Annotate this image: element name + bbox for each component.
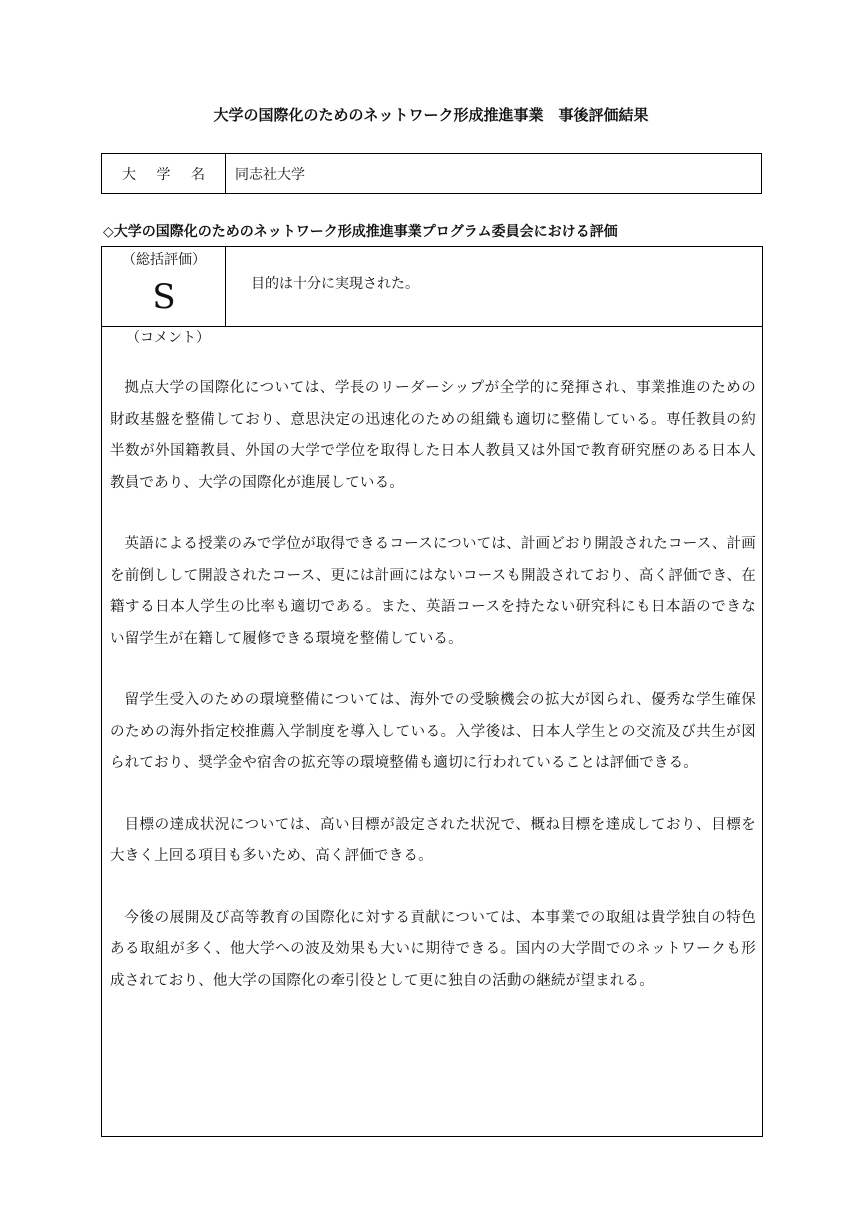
comment-body xyxy=(110,373,756,1027)
grade-cell xyxy=(102,247,226,326)
evaluation-heading: ◇大学の国際化のためのネットワーク形成推進事業プログラム委員会における評価 xyxy=(103,224,618,240)
summary-text: 目的は十分に実現された。 xyxy=(251,276,419,292)
document-title: 大学の国際化のためのネットワーク形成推進事業 事後評価結果 xyxy=(213,106,649,124)
university-label: 大 学 名 xyxy=(102,154,226,193)
comment-paragraph: 英語による授業のみで学位が取得できるコースについては、計画どおり開設されたコース、計画を前倒しして開設されたコース、更には計画にはないコースも開設されており、高く評価でき、在籍する日本人学生の比率も適切である。また、英語コースを持たない研究科にも日本語のできない留学生が在籍して履修できる環境を整備している。 xyxy=(110,536,756,647)
comment-paragraph: 今後の展開及び高等教育の国際化に対する貢献については、本事業での取組は貴学独自の特色ある取組が多く、他大学への波及効果も大いに期待できる。国内の大学間でのネットワークも形成されており、他大学の国際化の牽引役として更に独自の活動の継続が望まれる。 xyxy=(110,909,756,989)
evaluation-box xyxy=(101,246,763,1137)
university-name: 同志社大学 xyxy=(235,166,305,183)
comment-paragraph: 目標の達成状況については、高い目標が設定された状況で、概ね目標を達成しており、目標を大きく上回る項目も多いため、高く評価できる。 xyxy=(110,816,756,864)
university-table xyxy=(101,153,762,194)
comment-paragraph: 拠点大学の国際化については、学長のリーダーシップが全学的に発揮され、事業推進のための財政基盤を整備しており、意思決定の迅速化のための組織も適切に整備している。専任教員の約半数が外国籍教員、外国の大学で学位を取得した日本人教員又は外国で教育研究歴のある日本人教員であり、大学の国際化が進展している。 xyxy=(110,380,756,491)
comment-label: （コメント） xyxy=(126,330,210,346)
summary-row xyxy=(102,247,762,327)
comment-paragraph: 留学生受入のための環境整備については、海外での受験機会の拡大が図られ、優秀な学生確保のための海外指定校推薦入学制度を導入している。入学後は、日本人学生との交流及び共生が図られており、奨学金や宿舎の拡充等の環境整備も適切に行われていることは評価できる。 xyxy=(110,692,756,771)
summary-label: （総括評価） xyxy=(122,252,206,268)
grade-value: S xyxy=(152,277,176,317)
